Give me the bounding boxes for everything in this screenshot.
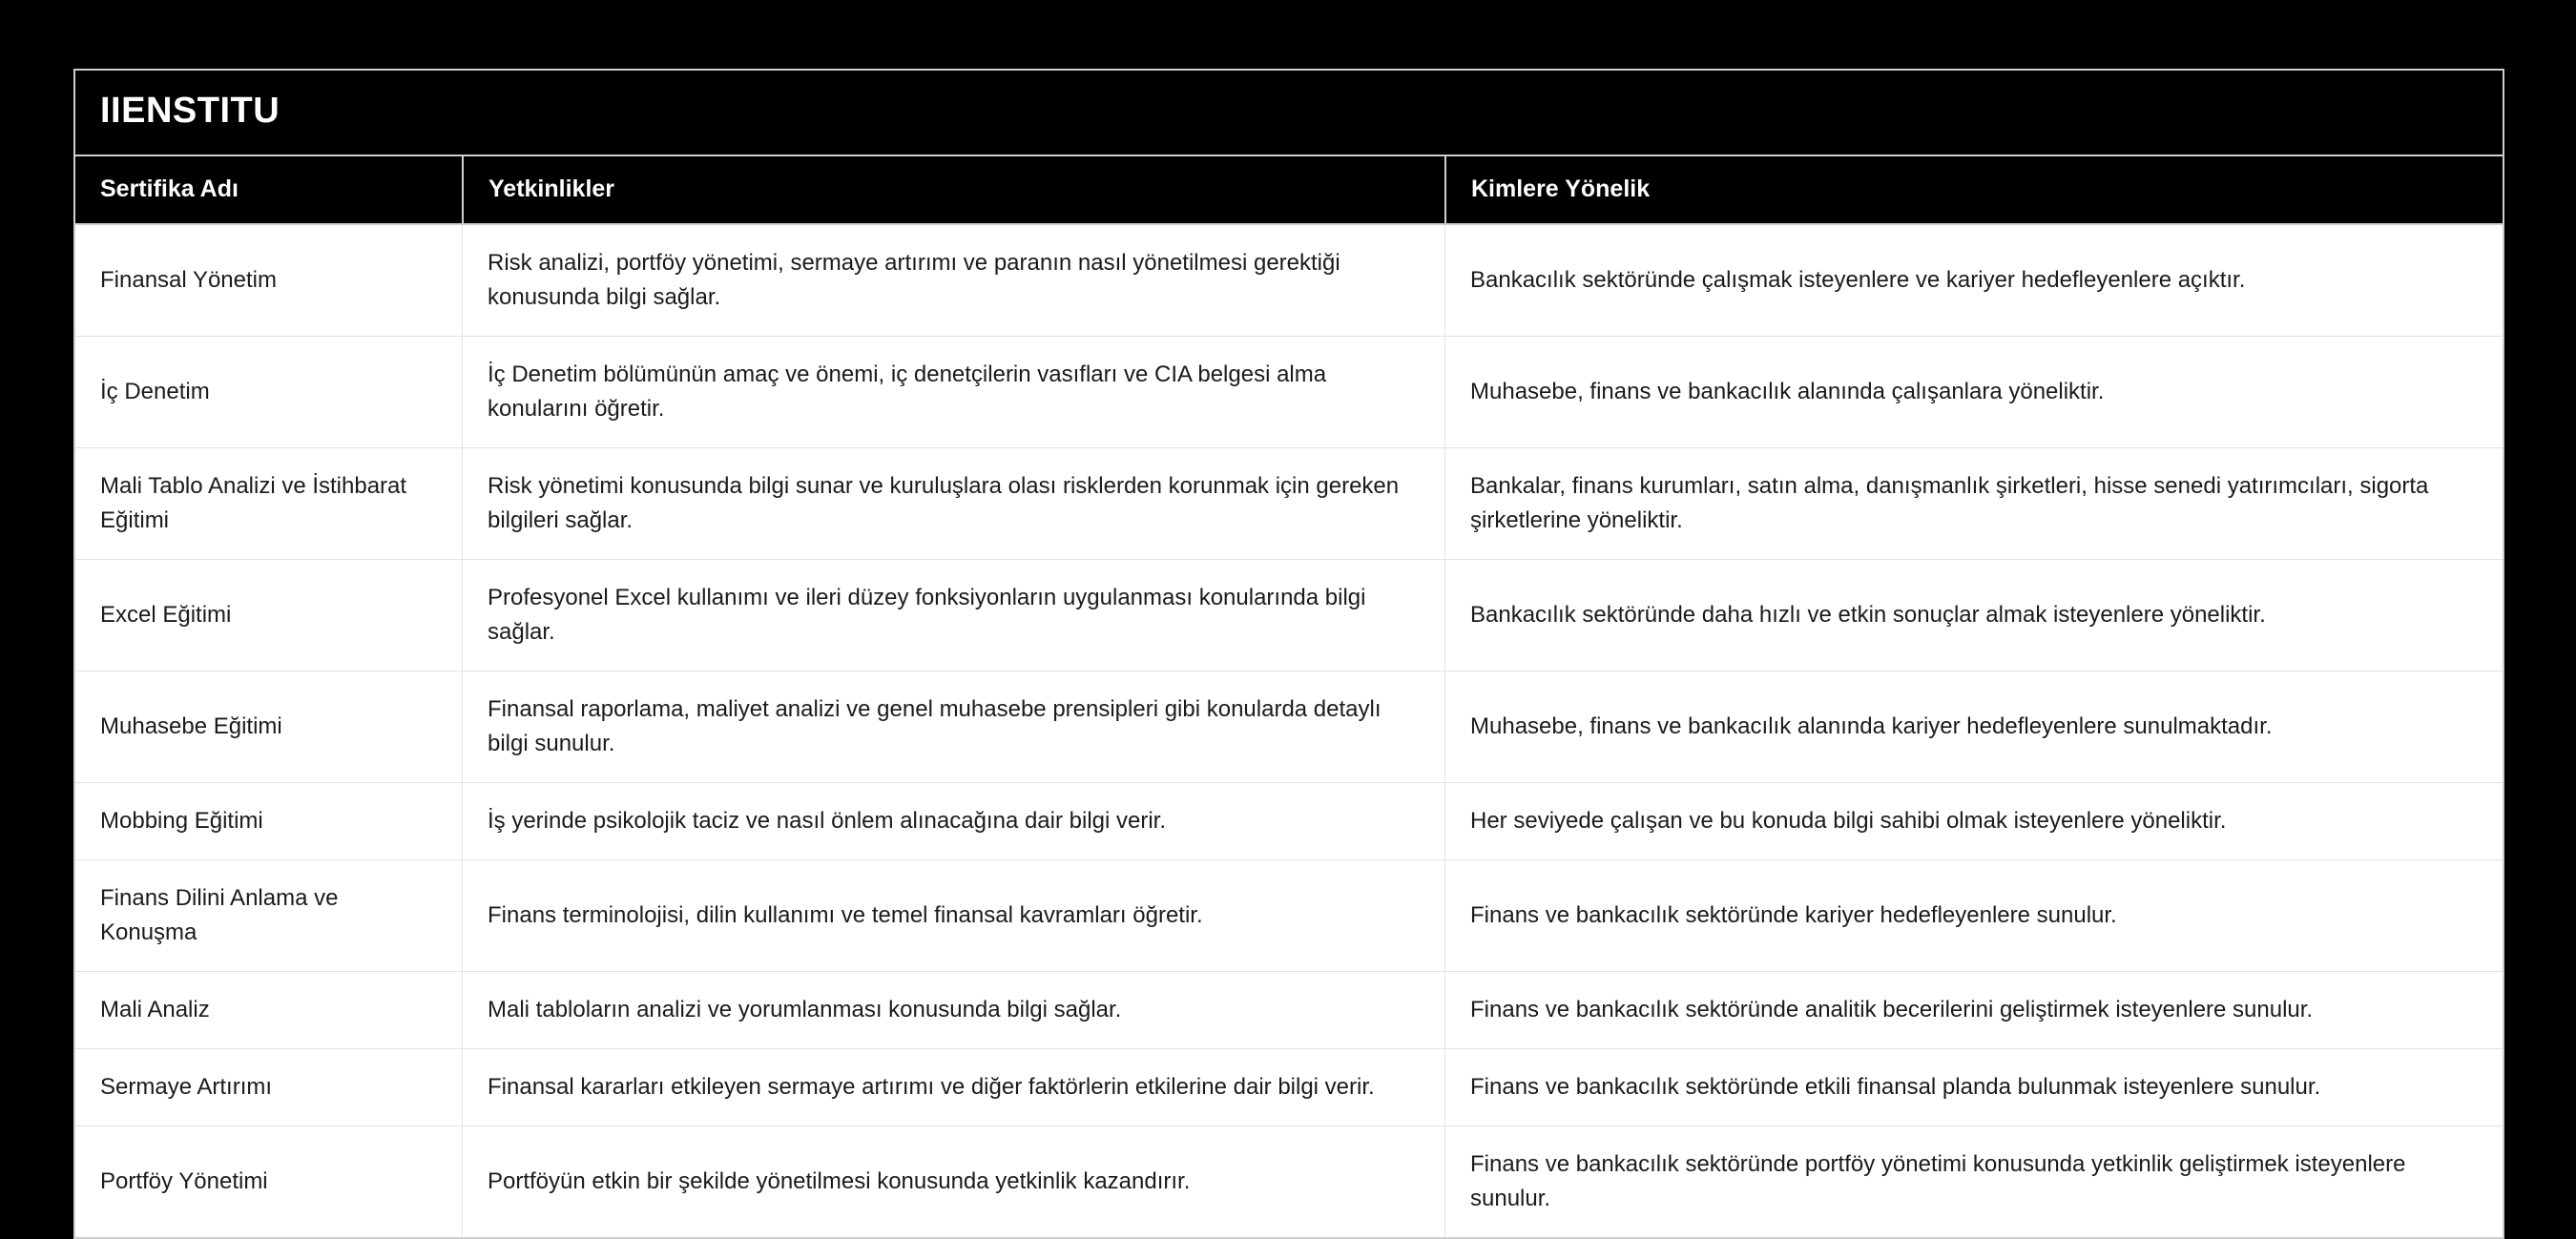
certificate-name: Mali Tablo Analizi ve İstihbarat Eğitimi (100, 473, 407, 534)
audience-text: Bankalar, finans kurumları, satın alma, danışmanlık şirketleri, hisse senedi yatırımcıları, sigorta şirketlerine yöneliktir. (1470, 473, 2429, 534)
cell-certificate (75, 560, 462, 671)
brand-title: IIENSTITU (100, 91, 280, 131)
cell-certificate (75, 448, 462, 559)
table-header-row (75, 156, 2503, 225)
competencies-text: Finans terminolojisi, dilin kullanımı ve temel finansal kavramları öğretir. (488, 902, 1203, 929)
certificate-name: Portföy Yönetimi (100, 1168, 268, 1195)
audience-text: Her seviyede çalışan ve bu konuda bilgi sahibi olmak isteyenlere yöneliktir. (1470, 808, 2227, 835)
cell-competencies (462, 1049, 1444, 1125)
table-row (75, 1126, 2503, 1237)
competencies-text: Risk yönetimi konusunda bilgi sunar ve kuruluşlara olası risklerden korunmak için gereken bilgileri sağlar. (488, 473, 1400, 534)
certificate-name: İç Denetim (100, 379, 210, 405)
certificates-table (73, 69, 2504, 1239)
competencies-text: Mali tabloların analizi ve yorumlanması konusunda bilgi sağlar. (488, 997, 1122, 1023)
cell-certificate (75, 972, 462, 1048)
certificate-name: Mali Analiz (100, 997, 210, 1023)
cell-competencies (462, 860, 1444, 971)
cell-competencies (462, 337, 1444, 447)
column-header-competencies: Yetkinlikler (462, 156, 1444, 223)
table-row (75, 860, 2503, 972)
certificate-name: Sermaye Artırımı (100, 1074, 273, 1101)
cell-audience (1444, 337, 2503, 447)
cell-certificate (75, 337, 462, 447)
audience-text: Bankacılık sektöründe çalışmak isteyenlere ve kariyer hedefleyenlere açıktır. (1470, 267, 2246, 294)
cell-competencies (462, 448, 1444, 559)
cell-competencies (462, 225, 1444, 336)
cell-competencies (462, 972, 1444, 1048)
table-row (75, 225, 2503, 337)
cell-competencies (462, 1126, 1444, 1237)
cell-certificate (75, 783, 462, 859)
table-row (75, 560, 2503, 671)
audience-text: Finans ve bankacılık sektöründe kariyer hedefleyenlere sunulur. (1470, 902, 2117, 929)
cell-competencies (462, 560, 1444, 671)
table-row (75, 783, 2503, 860)
certificate-name: Muhasebe Eğitimi (100, 713, 282, 740)
audience-text: Finans ve bankacılık sektöründe portföy yönetimi konusunda yetkinlik geliştirmek isteyenlere sunulur. (1470, 1151, 2406, 1212)
certificate-name: Mobbing Eğitimi (100, 808, 263, 835)
certificate-name: Finans Dilini Anlama ve Konuşma (100, 885, 339, 946)
certificate-name: Finansal Yönetim (100, 267, 277, 294)
competencies-text: Finansal kararları etkileyen sermaye artırımı ve diğer faktörlerin etkilerine dair bilgi verir. (488, 1074, 1375, 1101)
table-row (75, 337, 2503, 448)
cell-competencies (462, 783, 1444, 859)
cell-competencies (462, 671, 1444, 782)
competencies-text: Portföyün etkin bir şekilde yönetilmesi konusunda yetkinlik kazandırır. (488, 1168, 1191, 1195)
audience-text: Finans ve bankacılık sektöründe etkili finansal planda bulunmak isteyenlere sunulur. (1470, 1074, 2321, 1101)
cell-audience (1444, 1049, 2503, 1125)
brand-band (75, 71, 2503, 156)
cell-audience (1444, 448, 2503, 559)
column-header-audience: Kimlere Yönelik (1444, 156, 2503, 223)
cell-audience (1444, 225, 2503, 336)
competencies-text: İş yerinde psikolojik taciz ve nasıl önlem alınacağına dair bilgi verir. (488, 808, 1167, 835)
cell-audience (1444, 783, 2503, 859)
competencies-text: Profesyonel Excel kullanımı ve ileri düzey fonksiyonların uygulanması konularında bilgi sağlar. (488, 585, 1366, 646)
cell-certificate (75, 671, 462, 782)
table-body (75, 225, 2503, 1237)
cell-certificate (75, 1126, 462, 1237)
table-row (75, 671, 2503, 783)
audience-text: Finans ve bankacılık sektöründe analitik becerilerini geliştirmek isteyenlere sunulur. (1470, 997, 2314, 1023)
competencies-text: Finansal raporlama, maliyet analizi ve genel muhasebe prensipleri gibi konularda detaylı bilgi sunulur. (488, 696, 1381, 757)
cell-certificate (75, 1049, 462, 1125)
table-row (75, 448, 2503, 560)
cell-audience (1444, 671, 2503, 782)
audience-text: Bankacılık sektöründe daha hızlı ve etkin sonuçlar almak isteyenlere yöneliktir. (1470, 602, 2266, 629)
cell-audience (1444, 1126, 2503, 1237)
cell-audience (1444, 860, 2503, 971)
table-row (75, 1049, 2503, 1126)
cell-audience (1444, 972, 2503, 1048)
competencies-text: Risk analizi, portföy yönetimi, sermaye artırımı ve paranın nasıl yönetilmesi gerektiği konusunda bilgi sağlar. (488, 250, 1340, 311)
certificate-name: Excel Eğitimi (100, 602, 232, 629)
cell-certificate (75, 225, 462, 336)
table-row (75, 972, 2503, 1049)
column-header-certificate: Sertifika Adı (100, 175, 239, 202)
audience-text: Muhasebe, finans ve bankacılık alanında kariyer hedefleyenlere sunulmaktadır. (1470, 713, 2273, 740)
cell-audience (1444, 560, 2503, 671)
cell-certificate (75, 860, 462, 971)
audience-text: Muhasebe, finans ve bankacılık alanında çalışanlara yöneliktir. (1470, 379, 2105, 405)
competencies-text: İç Denetim bölümünün amaç ve önemi, iç denetçilerin vasıfları ve CIA belgesi alma konularını öğretir. (488, 361, 1327, 423)
